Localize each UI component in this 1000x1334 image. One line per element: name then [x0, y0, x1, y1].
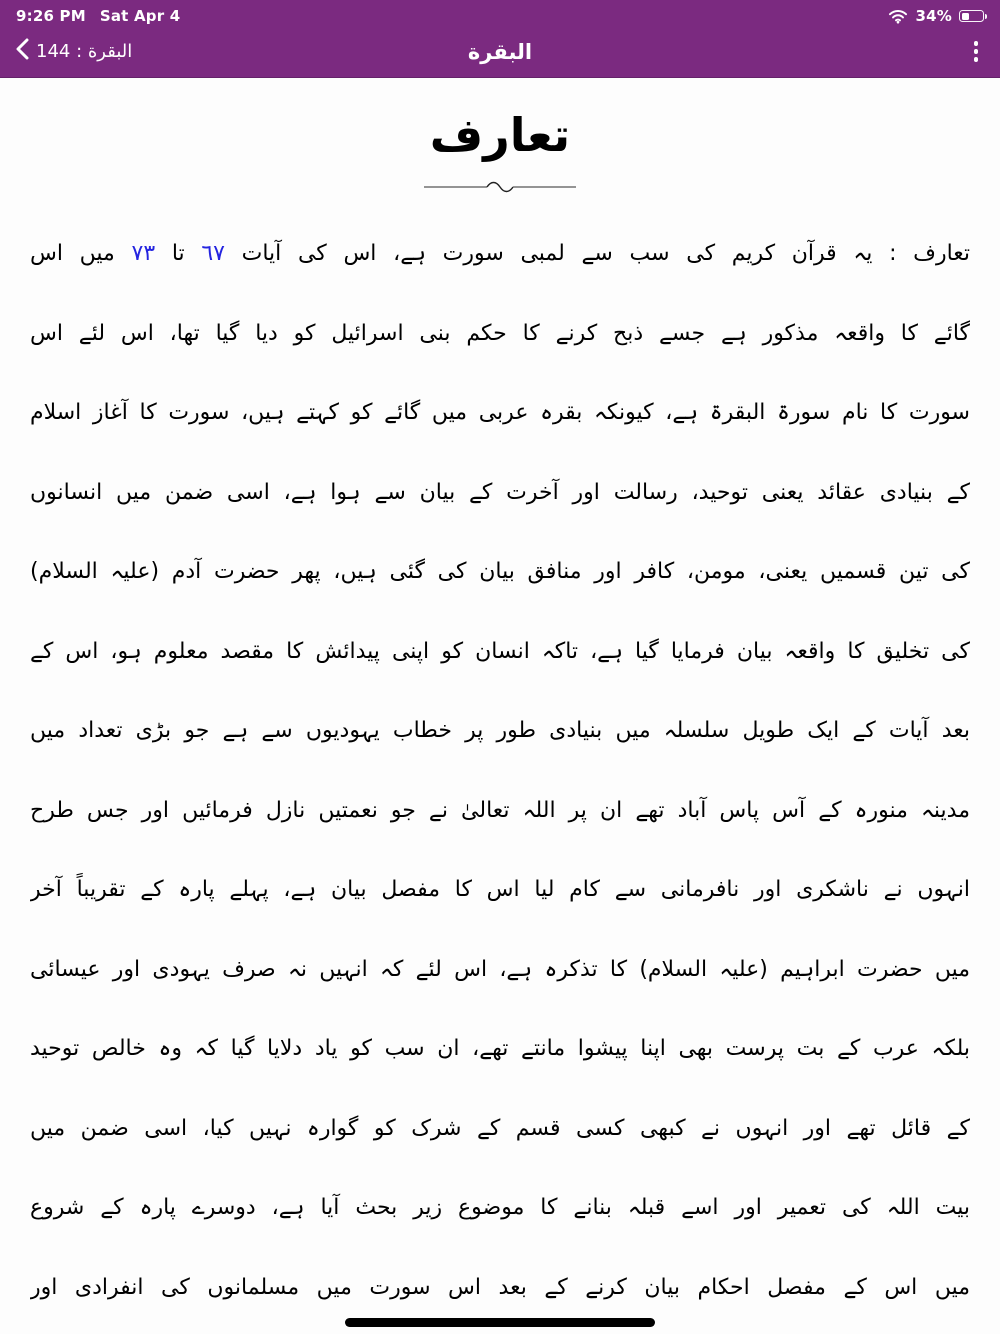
home-indicator[interactable]: [345, 1318, 655, 1327]
paragraph-line: [30, 453, 970, 533]
text-segment: بیت اللہ کی تعمیر اور اسے قبلہ بنانے کا موضوع زیر بحث آیا ہے، دوسرے پارہ کے شروع: [30, 1195, 970, 1220]
status-left: [16, 7, 180, 25]
verse-link[interactable]: ٧٣: [131, 241, 156, 266]
paragraph-line: [30, 850, 970, 930]
paragraph-line: [30, 294, 970, 374]
verse-link[interactable]: ٦٧: [201, 241, 225, 266]
battery-percentage: 34%: [915, 7, 952, 25]
app-header: [0, 0, 1000, 78]
text-segment: انہوں نے ناشکری اور نافرمانی سے کام لیا اس کا مفصل بیان ہے، پہلے پارہ کے تقریباً آخر: [30, 877, 970, 902]
text-segment: گائے کا واقعہ مذکور ہے جسے ذبح کرنے کا حکم بنی اسرائیل کو دیا گیا تھا، اس لئے اس: [30, 320, 970, 346]
paragraph-line: [30, 373, 970, 453]
wave-divider: [30, 178, 970, 194]
paragraph-line: [30, 1089, 970, 1169]
wifi-icon: [888, 9, 908, 24]
paragraph-line: [30, 771, 970, 851]
paragraph-line: [30, 930, 970, 1010]
paragraph-line: [30, 691, 970, 771]
clock-label: 9:26 PM: [16, 7, 86, 25]
status-right: [888, 7, 984, 25]
text-segment: سورت کا نام سورۃ البقرۃ ہے، کیونکہ بقرہ عربی میں گائے کو کہتے ہیں، سورت کا آغاز اسلام: [30, 400, 970, 425]
section-heading: تعارف: [429, 108, 571, 162]
nav-bar: [0, 30, 1000, 77]
content-area: [0, 78, 1000, 1327]
paragraph-line: [30, 1248, 970, 1328]
text-segment: بلکہ عرب کے بت پرست بھی اپنا پیشوا مانتے تھے، ان سب کو یاد دلایا گیا کہ وہ خالص توحید: [30, 1036, 970, 1061]
text-segment: کے بنیادی عقائد یعنی توحید، رسالت اور آخرت کے بیان سے ہوا ہے، اسی ضمن میں انسانوں: [30, 479, 970, 505]
menu-button[interactable]: [968, 37, 985, 66]
page-title: البقرة: [467, 39, 533, 64]
text-segment: میں اس: [30, 241, 132, 266]
text-segment: میں اس کے مفصل احکام بیان کرنے کے بعد اس سورت میں مسلمانوں کی انفرادی اور: [30, 1274, 970, 1300]
text-segment: کے قائل تھے اور انہوں نے کبھی کسی قسم کے شرک کو گوارہ نہیں کیا، اسی ضمن میں: [30, 1115, 970, 1141]
battery-icon: [959, 10, 984, 22]
back-button[interactable]: [16, 38, 132, 65]
paragraph-line: [30, 1009, 970, 1089]
paragraph-line: [30, 214, 970, 294]
text-segment: میں حضرت ابراہیم (علیہ السلام) کا تذکرہ ہے، اس لئے کہ انہیں نہ صرف یہودی اور عیسائی: [30, 956, 970, 982]
kebab-menu-icon: [974, 41, 979, 46]
text-segment: تعارف : یہ قرآن کریم کی سب سے لمبی سورت ہے، اس کی آیات: [224, 241, 970, 266]
paragraph-line: [30, 612, 970, 692]
text-segment: کی تخلیق کا واقعہ بیان فرمایا گیا ہے، تاکہ انسان کو اپنی پیدائش کا مقصد معلوم ہو، اس کے: [30, 638, 970, 664]
date-label: Sat Apr 4: [99, 7, 181, 25]
text-segment: تا: [155, 241, 202, 266]
text-segment: بعد آیات کے ایک طویل سلسلہ میں بنیادی طور پر خطاب یہودیوں سے ہے جو بڑی تعداد میں: [30, 718, 970, 743]
paragraph-line: [30, 532, 970, 612]
chevron-left-icon: [16, 38, 29, 65]
text-segment: کی تین قسمیں یعنی، مومن، کافر اور منافق بیان کی گئی ہیں، پھر حضرت آدم (علیہ السلام): [30, 559, 970, 584]
text-segment: مدینہ منورہ کے آس پاس آباد تھے ان پر اللہ تعالیٰ نے جو نعمتیں نازل فرمائیں اور جس طرح: [30, 797, 970, 823]
battery-fill: [962, 13, 970, 20]
paragraph-line: [30, 1168, 970, 1248]
back-button-label: البقرة : 144: [36, 41, 133, 62]
paragraph: [30, 214, 970, 1327]
status-bar: [0, 0, 1000, 30]
